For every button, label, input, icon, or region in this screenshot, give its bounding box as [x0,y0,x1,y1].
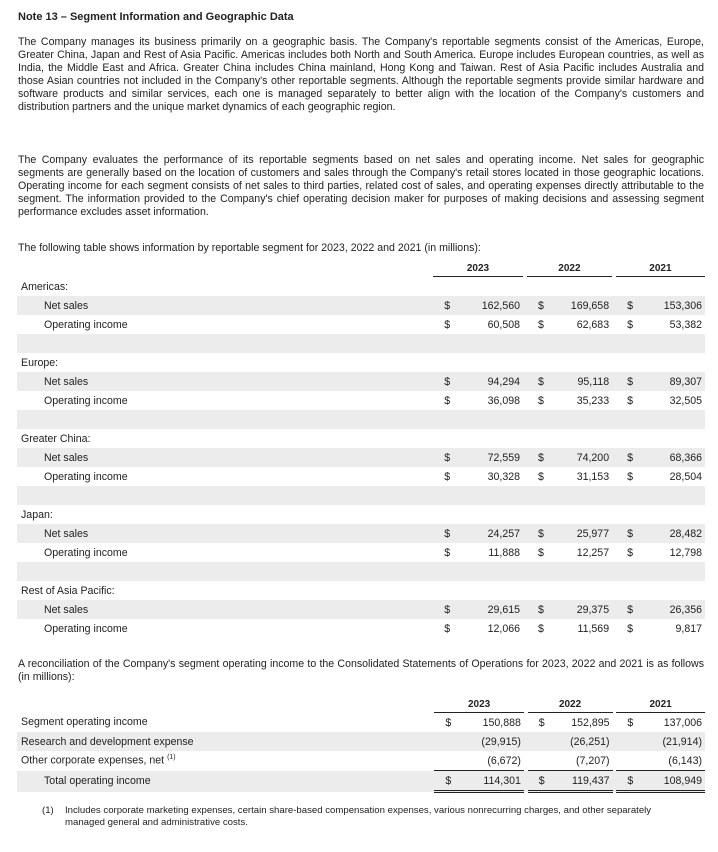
currency-symbol [616,751,644,771]
footnote-ref: (1) [167,754,176,762]
currency-symbol: $ [538,622,544,635]
currency-symbol: $ [627,394,633,407]
value-2022: 169,658 [555,296,612,315]
value-2021: 26,356 [644,600,705,619]
value-2023: 24,257 [461,524,523,543]
value-2021: 28,482 [644,524,705,543]
currency-symbol: $ [616,600,644,619]
table-row [17,619,705,638]
segment-name: Europe: [21,356,59,369]
currency-symbol: $ [538,546,544,559]
value-2022: 152,895 [571,716,610,729]
currency-symbol: $ [538,318,544,331]
currency-symbol: $ [444,546,451,559]
currency-symbol [528,732,556,751]
table-row [17,315,705,334]
table-row [17,751,705,771]
segment-name: Greater China: [21,432,91,445]
currency-symbol: $ [433,448,461,467]
spacer [17,486,705,505]
value-2021: (6,143) [644,751,705,771]
table-row [17,732,705,751]
value-2023: 11,888 [488,546,520,559]
table-row [17,448,705,467]
value-2021: 153,306 [644,296,705,315]
row-label [17,751,434,771]
row-label: Operating income [44,394,128,407]
table-row [17,372,705,391]
value-2023: (6,672) [462,751,523,771]
value-2023: 60,508 [487,318,520,331]
segment-header-row [17,353,705,372]
row-label: Operating income [44,546,128,559]
value-2021: 89,307 [644,372,705,391]
col-2021: 2021 [616,260,705,277]
value-2022: 11,569 [577,622,610,635]
spacer-row [17,410,705,429]
paragraph-evaluation: The Company evaluates the performance of its reportable segments based on net sales and operating income. Net sales for geographic segments are generally based on the location of customers and sales through the Company's retail stores located in those geographic locations. Operating income for each segment consists of net sales to third parties, related cost of sales, and operating expenses directly attributable to the segment. The information provided to the Company's chief operating decision maker for purposes of making decisions and assessing segment performance excludes asset information. [18,154,704,218]
currency-symbol: $ [627,470,633,483]
value-2022: 119,437 [556,771,613,792]
currency-symbol: $ [527,372,555,391]
row-label: Net sales [17,372,433,391]
row-label: Net sales [17,296,433,315]
row-label: Operating income [44,470,128,483]
currency-symbol: $ [527,524,555,543]
value-2021: 32,505 [669,394,702,407]
segment-header-row [17,429,705,448]
currency-symbol: $ [616,296,644,315]
segment-name: Americas: [21,280,69,293]
currency-symbol: $ [434,771,462,792]
value-2022: 31,153 [576,470,610,483]
table-row [17,713,705,733]
currency-symbol: $ [527,448,555,467]
table-row [17,391,705,410]
segment-header-row [17,277,705,297]
spacer-row [17,334,705,353]
currency-symbol: $ [627,622,633,635]
currency-symbol: $ [538,470,544,483]
note-title: Note 13 – Segment Information and Geographic Data [18,11,294,23]
spacer [17,334,705,353]
paragraph-table-intro: The following table shows information by reportable segment for 2023, 2022 and 2021 (in millions): [18,242,481,254]
currency-symbol: $ [538,716,545,729]
value-2021: 108,949 [644,771,705,792]
table-row [17,771,705,792]
currency-symbol: $ [527,296,555,315]
currency-symbol: $ [527,600,555,619]
col-2023: 2023 [434,696,524,713]
table-row [17,467,705,486]
currency-symbol: $ [433,372,461,391]
table-header [17,696,705,713]
value-2023: 150,888 [482,716,521,729]
currency-symbol [528,751,556,771]
reconciliation-table [17,696,705,793]
col-2023: 2023 [433,260,523,277]
table-header [17,260,705,277]
spacer [17,410,705,429]
currency-symbol: $ [528,771,556,792]
currency-symbol: $ [538,394,544,407]
currency-symbol: $ [433,524,461,543]
currency-symbol: $ [444,318,451,331]
row-label: Total operating income [17,771,434,792]
value-2021: 53,382 [669,318,702,331]
paragraph-reconciliation: A reconciliation of the Company's segment operating income to the Consolidated Statements of Operations for 2023, 2022 and 2021 is as follows (in millions): [18,658,704,683]
currency-symbol: $ [444,470,451,483]
col-2021: 2021 [616,696,705,713]
value-2022: 29,375 [555,600,612,619]
table-row [17,296,705,315]
col-2022: 2022 [528,696,613,713]
value-2022: 12,257 [576,546,610,559]
value-2023: 30,328 [487,470,520,483]
currency-symbol: $ [616,771,644,792]
currency-symbol: $ [616,448,644,467]
currency-symbol: $ [444,622,451,635]
spacer-row [17,562,705,581]
currency-symbol [434,751,462,771]
currency-symbol: $ [616,524,644,543]
currency-symbol: $ [445,716,452,729]
row-label: Net sales [17,448,433,467]
row-label-text: Other corporate expenses, net [21,755,165,768]
row-label: Segment operating income [21,716,148,729]
currency-symbol: $ [627,546,633,559]
row-label: Net sales [17,524,433,543]
value-2021: 9,817 [675,622,702,635]
value-2023: (29,915) [462,732,523,751]
table-row [17,524,705,543]
currency-symbol: $ [433,600,461,619]
value-2022: 95,118 [555,372,612,391]
segment-name: Japan: [21,508,53,521]
value-2022: 74,200 [555,448,612,467]
footnote [42,805,682,829]
value-2021: 68,366 [644,448,705,467]
value-2023: 29,615 [461,600,523,619]
value-2023: 36,098 [487,394,520,407]
row-label: Net sales [17,600,433,619]
currency-symbol: $ [627,318,633,331]
value-2023: 12,066 [487,622,520,635]
segment-name: Rest of Asia Pacific: [21,584,115,597]
spacer [17,562,705,581]
footnote-number: (1) [42,805,54,816]
row-label: Research and development expense [17,732,434,751]
value-2023: 162,560 [461,296,523,315]
currency-symbol: $ [444,394,451,407]
segment-header-row [17,505,705,524]
currency-symbol [434,732,462,751]
value-2023: 114,301 [462,771,523,792]
table-row [17,543,705,562]
value-2022: 62,683 [576,318,610,331]
currency-symbol: $ [627,716,634,729]
currency-symbol: $ [433,296,461,315]
segment-header-row [17,581,705,600]
currency-symbol [616,732,644,751]
row-label: Operating income [44,318,128,331]
value-2023: 72,559 [461,448,523,467]
value-2021: 12,798 [669,546,702,559]
paragraph-segments: The Company manages its business primarily on a geographic basis. The Company's reportable segments consist of the Americas, Europe, Greater China, Japan and Rest of Asia Pacific. Americas includes both North and South America. Europe includes European countries, as well as India, the Middle East and Africa. Greater China includes China mainland, Hong Kong and Taiwan. Rest of Asia Pacific includes Australia and those Asian countries not included in the Company's other reportable segments. Although the reportable segments provide similar hardware and software products and similar services, each one is managed separately to better align with the location of the Company's customers and distribution partners and the unique market dynamics of each geographic region. [18,36,704,113]
footnote-text: Includes corporate marketing expenses, certain share-based compensation expenses, various nonrecurring charges, and other separately managed general and administrative costs. [65,805,652,828]
col-2022: 2022 [527,260,612,277]
spacer-row [17,486,705,505]
row-label: Operating income [44,622,128,635]
value-2021: (21,914) [644,732,705,751]
value-2022: (26,251) [556,732,613,751]
currency-symbol: $ [616,372,644,391]
value-2023: 94,294 [461,372,523,391]
value-2022: 35,233 [576,394,610,407]
value-2022: (7,207) [556,751,613,771]
segment-table [17,260,705,638]
value-2022: 25,977 [555,524,612,543]
table-row [17,600,705,619]
value-2021: 137,006 [663,716,702,729]
value-2021: 28,504 [669,470,702,483]
